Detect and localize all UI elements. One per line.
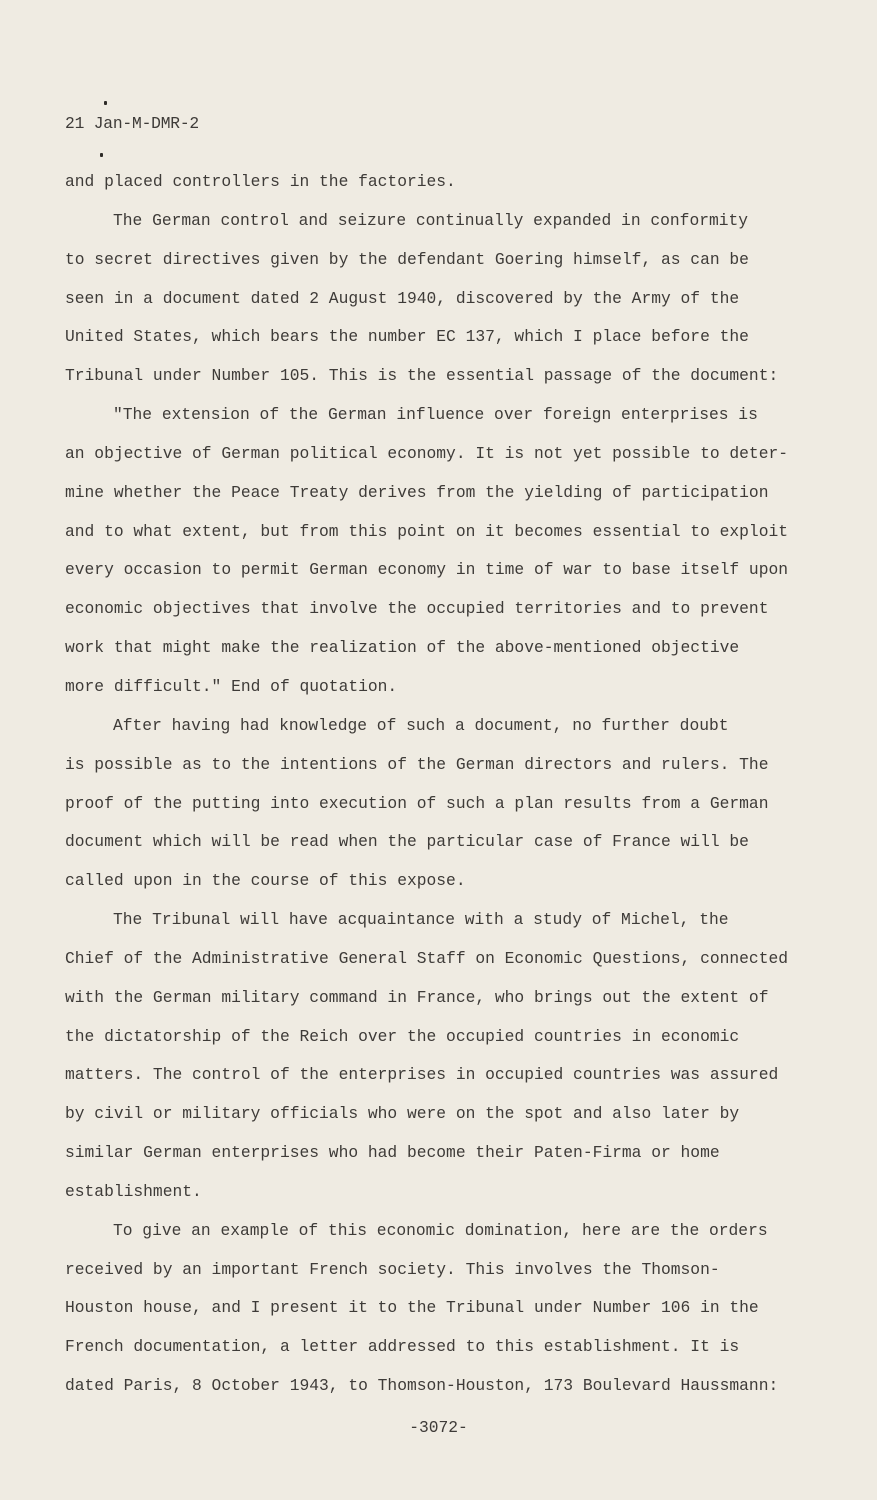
text-line: and to what extent, but from this point on it becomes essential to exploit [65,521,789,541]
text-line: Chief of the Administrative General Staff on Economic Questions, connected [65,948,789,968]
text-line: economic objectives that involve the occupied territories and to prevent [65,599,769,619]
text-line: every occasion to permit German economy in time of war to base itself upon [65,560,789,580]
text-line: Tribunal under Number 105. This is the essential passage of the document: [65,366,779,386]
ink-mark [104,101,107,105]
text-line: called upon in the course of this expose. [65,871,466,891]
text-line: with the German military command in France, who brings out the extent of [65,987,769,1007]
text-line: The German control and seizure continually expanded in conformity [113,210,749,230]
text-line: To give an example of this economic domination, here are the orders [113,1220,768,1240]
text-line: matters. The control of the enterprises in occupied countries was assured [65,1065,779,1085]
paragraph [65,1221,845,1415]
text-line: "The extension of the German influence over foreign enterprises is [113,405,758,425]
text-line: similar German enterprises who had become their Paten-Firma or home [65,1143,720,1163]
text-line: United States, which bears the number EC 137, which I place before the [65,327,749,347]
paragraph [65,405,845,716]
text-line: proof of the putting into execution of such a plan results from a German [65,793,769,813]
ink-mark [100,153,103,157]
page-number: -3072- [409,1418,468,1437]
text-line: by civil or military officials who were on the spot and also later by [65,1104,740,1124]
text-line: establishment. [65,1181,202,1201]
document-body [65,172,845,1415]
paragraph [65,211,845,405]
paragraph [65,716,845,910]
text-line: an objective of German political economy. It is not yet possible to deter- [65,443,789,463]
text-line: document which will be read when the particular case of France will be [65,832,749,852]
text-line: mine whether the Peace Treaty derives from the yielding of participation [65,482,769,502]
paragraph [65,172,845,211]
paragraph [65,910,845,1221]
text-line: is possible as to the intentions of the German directors and rulers. The [65,754,769,774]
text-line: After having had knowledge of such a document, no further doubt [113,715,729,735]
text-line: seen in a document dated 2 August 1940, discovered by the Army of the [65,288,740,308]
text-line: and placed controllers in the factories. [65,172,456,191]
text-line: received by an important French society. This involves the Thomson- [65,1259,720,1279]
text-line: French documentation, a letter addressed to this establishment. It is [65,1337,740,1357]
text-line: more difficult." End of quotation. [65,676,398,696]
text-line: The Tribunal will have acquaintance with a study of Michel, the [113,910,729,930]
text-line: Houston house, and I present it to the Tribunal under Number 106 in the [65,1298,759,1318]
text-line: work that might make the realization of the above-mentioned objective [65,638,740,658]
text-line: dated Paris, 8 October 1943, to Thomson-Houston, 173 Boulevard Haussmann: [65,1376,779,1396]
document-reference: 21 Jan-M-DMR-2 [65,114,199,133]
text-line: to secret directives given by the defendant Goering himself, as can be [65,249,749,269]
text-line: the dictatorship of the Reich over the occupied countries in economic [65,1026,740,1046]
